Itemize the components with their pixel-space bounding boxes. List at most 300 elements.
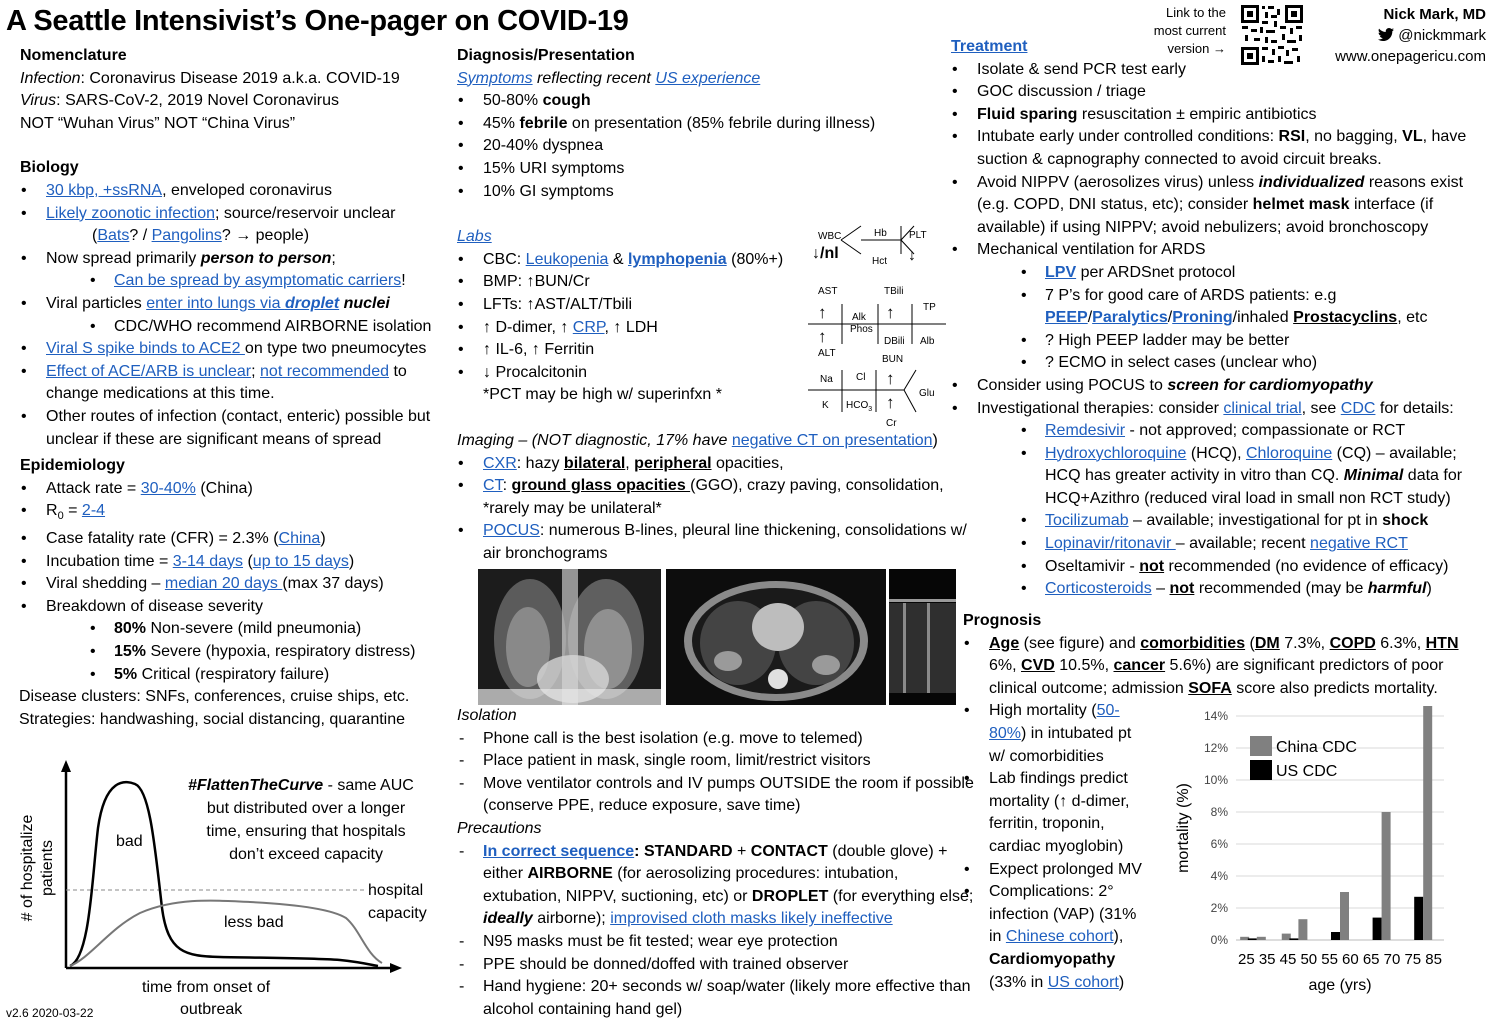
link-note-line: version → [1167,41,1226,56]
text: Phone call is the best isolation (e.g. move to telemed) [483,729,863,747]
isolation-list [457,728,977,818]
dbili-label: DBili [884,336,905,347]
value: : SARS-CoV-2, 2019 Novel Coronavirus [56,92,339,110]
text: (CQ) – available; HCQ has greater activity in vitro than CQ. [1045,444,1457,485]
text: Now spread primarily [46,249,201,267]
link[interactable]: Treatment [951,38,1028,55]
text: ( [92,227,98,245]
list-item [951,375,1496,398]
cl-label: Cl [856,372,866,383]
text: Investigational therapies: consider [977,399,1224,417]
text: cancer [1113,657,1166,675]
ast-label: AST [818,286,838,297]
text: Age [989,634,1020,652]
x-tick-label: 65 [1362,951,1380,968]
flatten-curve-desc-2: but distributed over a longer [206,800,406,817]
link[interactable]: 2-4 [81,502,106,520]
list-item [20,361,445,406]
link[interactable]: Bats [97,227,130,245]
text: DROPLET [751,887,829,905]
nomenclature-heading: Nomenclature [20,47,127,64]
flatten-curve-svg [10,758,450,1020]
text: recommended (may be [1194,580,1368,598]
text: CBC: [483,250,526,268]
glu-label: Glu [919,388,935,399]
text: 6.3%, [1375,634,1426,652]
link[interactable]: improvised cloth masks likely ineffective [610,910,893,928]
nomenclature-virus [20,90,445,113]
text: for details: [1375,399,1454,417]
text: ↑ IL-6, ↑ Ferritin [483,341,595,359]
list-item [951,398,1496,421]
text: ? → people) [221,227,310,245]
text: Incubation time = [46,552,173,570]
text: Move ventilator controls and IV pumps OUTSIDE the room if possible (conserve PPE, reduce exposure, save time) [483,774,974,815]
flatten-curve-desc-3: time, ensuring that hospitals [206,823,406,840]
capacity-label-1: hospital [368,882,424,899]
link[interactable]: enter into lungs via [146,294,285,312]
text: not [1139,557,1165,575]
text: DM [1254,634,1280,652]
text: BMP: ↑BUN/Cr [483,273,590,291]
text: Prostacyclins [1293,309,1398,327]
list-item [951,330,1496,353]
wbc-value: ↓/nl [812,245,839,262]
list-item [20,203,445,248]
biology-heading: Biology [20,159,79,177]
epidemiology-heading: Epidemiology [20,457,125,475]
chest-xray-image [478,569,661,705]
link[interactable]: negative RCT [1310,535,1408,553]
text: resuscitation ± empiric antibiotics [1077,105,1317,123]
bar-china-cdc [1257,937,1266,940]
list-item [951,420,1496,443]
list-item [963,859,1151,882]
text: Mechanical ventilation for ARDS [977,241,1206,259]
list-item [457,954,977,977]
link[interactable]: In correct sequence [483,842,635,860]
link[interactable]: Paralytics [1092,309,1168,327]
text: (GGO), crazy paving, consolidation, [690,477,944,495]
label: Infection [20,69,81,87]
biology-sublist [20,270,445,293]
text: Breakdown of disease severity [46,597,263,615]
list-item [20,180,445,203]
symptoms-list [457,90,977,203]
text: Cardiomyopathy [989,950,1116,968]
text: RSI [1278,128,1306,146]
list-item [951,262,1496,285]
text: individualized [1258,173,1365,191]
text: VL [1402,128,1423,146]
less-bad-label: less bad [224,914,284,931]
version-label: v2.6 2020-03-22 [6,1006,94,1020]
text: CONTACT [750,842,828,860]
text: ) [1426,580,1432,598]
text: Intubate early under controlled conditions: [977,128,1279,146]
text: 0 [57,510,64,523]
link[interactable]: US experience [655,69,761,87]
text: & [608,250,628,268]
list-item [457,841,977,931]
text: (80%+) [726,250,784,268]
link[interactable]: not recommended [260,362,389,380]
link[interactable]: CRP [572,318,605,336]
text: , have suction & capnography connected to avoid circuit breaks. [977,128,1467,168]
biology-list [20,180,445,270]
x-tick-label: 75 [1404,951,1422,968]
text: COPD [1329,634,1376,652]
link[interactable]: 30 kbp, +ssRNA [46,181,163,199]
list-item [951,533,1496,556]
text: + [732,842,751,860]
treatment-list [951,375,1496,420]
link[interactable]: CT [483,477,503,495]
text: – (NOT diagnostic, 17% have [513,431,732,449]
text: Expect prolonged MV [989,860,1142,878]
legend-swatch [1250,760,1272,780]
text: ) [932,431,938,449]
text: Isolate & send PCR test early [977,60,1186,78]
mortality-chart-svg [1168,706,1494,1006]
legend-label: US CDC [1276,763,1338,780]
text: Fluid sparing [977,105,1078,123]
plt-value: ↓ [908,247,916,264]
bar-china-cdc [1298,919,1307,940]
tbili-up-arrow: ↑ [886,303,895,322]
list-item [20,596,445,619]
text: CVD [1021,657,1055,675]
text: opacities, [711,454,784,472]
biology-list [20,338,445,451]
list-item [20,528,445,551]
x-tick-label: 45 [1279,951,1297,968]
link[interactable]: Viral S spike binds to ACE2 [46,340,245,358]
text: Lab findings predict mortality (↑ d-dimer, ferritin, troponin, cardiac myoglobin) [989,770,1130,855]
text: nuclei [339,294,390,312]
text: (see figure) and [1019,634,1141,652]
link[interactable]: China [278,530,321,548]
x-tick-label: 55 [1321,951,1338,968]
y-tick-label: 8% [1210,805,1228,819]
text: ), [1113,928,1124,946]
text: : hazy [516,454,564,472]
ventilation-sublist [951,262,1496,375]
link[interactable]: lymphopenia [627,250,727,268]
bar-china-cdc [1382,812,1391,940]
text: 5% [114,665,138,683]
text: 10% GI symptoms [483,182,614,200]
text: Oseltamivir - [1045,557,1140,575]
list-item [20,573,445,596]
y-tick-label: 6% [1210,837,1228,851]
hco3: HCO [846,400,869,411]
text: score also predicts mortality. [1231,679,1438,697]
link[interactable]: droplet [284,294,340,312]
biology-sublist [20,316,445,339]
list-item [457,931,977,954]
link[interactable]: Labs [457,228,492,246]
text: Case fatality rate (CFR) = 2.3% ( [46,530,279,548]
flatten-curve-desc-4: don’t exceed capacity [229,846,383,863]
text: , ↑ LDH [604,318,658,336]
column-left [20,45,445,731]
text: interface (if available) if using NIPPV; avoid nebulizers; avoid bronchoscopy [977,196,1434,236]
text: – available; recent [1175,535,1311,553]
list-item [20,316,445,339]
link[interactable]: CDC [1340,399,1376,417]
text: recommended (no evidence of efficacy) [1164,557,1449,575]
text: 7 P’s for good care of ARDS patients: e.g [1045,286,1337,304]
text: SOFA [1188,679,1232,697]
list-item [951,443,1496,511]
link[interactable]: Remdesivir [1045,422,1126,440]
text: PPE should be donned/doffed with trained observer [483,955,849,973]
text: 50-80% [483,92,543,110]
imaging-list [457,453,977,566]
text: Minimal [1343,467,1404,485]
isolation-section [457,705,977,1021]
link[interactable]: 30-40% [140,479,196,497]
link[interactable]: Tocilizumab [1045,512,1129,530]
bar-us-cdc [1248,938,1257,940]
na-label: Na [820,374,833,385]
hb-label: Hb [874,228,887,239]
bun-up-arrow: ↑ [886,369,895,388]
link[interactable]: 3-14 days [172,552,244,570]
text: reflecting recent [532,69,656,87]
text: data for HCQ+Azithro (reduced viral load in small non RCT study) [1045,467,1463,507]
text: Place patient in mask, single room, limit/restrict visitors [483,752,871,770]
text: ? / [129,227,152,245]
alb-label: Alb [920,336,935,347]
y-axis-label-2: patients [39,839,56,897]
text: CDC/WHO recommend AIRBORNE isolation [114,317,432,335]
symptoms-subheading [457,68,977,91]
hashtag: #FlattenTheCurve [188,777,324,794]
list-item [963,768,1151,858]
text: HTN [1425,634,1459,652]
list-item [20,338,445,361]
list-item [457,976,977,1021]
text: , etc [1397,309,1428,327]
list-item [457,158,977,181]
link[interactable]: LPV [1045,263,1077,281]
link[interactable]: Chinese cohort [1005,928,1114,946]
legend-swatch [1250,736,1272,756]
text: Avoid NIPPV (aerosolizes virus) unless [977,173,1259,191]
y-axis-label: mortality (%) [1175,783,1192,873]
page-title: A Seattle Intensivist’s One-pager on COVID-19 [6,5,629,37]
link[interactable]: US cohort [1047,973,1119,991]
x-axis-label: age (yrs) [1308,977,1372,994]
text: - not approved; compassionate or RCT [1125,422,1406,440]
list-item [951,126,1496,171]
text: Imaging [457,431,514,449]
text: , no bagging, [1305,128,1403,146]
y-tick-label: 10% [1203,773,1228,787]
link[interactable]: Chloroquine [1245,444,1333,462]
list-item [20,618,445,641]
text: helmet mask [1252,196,1350,214]
text: 20-40% dyspnea [483,137,604,155]
list-item [20,478,445,501]
link[interactable]: negative CT on presentation [731,431,933,449]
text: *PCT may be high w/ superinfxn * [483,386,722,404]
link[interactable]: PEEP [1045,309,1088,327]
link[interactable]: Corticosteroids [1045,580,1152,598]
list-item [20,551,445,574]
list-item [951,59,1496,82]
list-item [951,81,1496,104]
text: ! [401,272,406,290]
list-item [20,406,445,451]
flatten-curve-figure [10,758,450,1020]
text: 5.6%) are significant predictors of poor clinical outcome; admission [989,657,1444,697]
list-item [20,641,445,664]
text: to change medications at this time. [46,362,407,403]
text: reasons exist (e.g. COPD, DNI status, etc); consider [977,173,1464,214]
lab-fishbone [806,220,946,430]
treatment-heading [951,36,1496,59]
link[interactable]: Can be spread by asymptomatic carriers [114,272,402,290]
link[interactable]: CXR [483,454,517,472]
text: , [625,454,635,472]
text: : STANDARD [634,842,733,860]
prognosis-heading: Prognosis [963,612,1042,629]
text: 10.5%, [1054,657,1114,675]
y-tick-label: 0% [1210,933,1228,947]
text: = [63,502,82,520]
list-item [457,728,977,751]
text: / [1167,309,1173,327]
link-note-line: Link to the [1166,5,1226,20]
list-item [963,700,1151,768]
link[interactable]: 50-80% [989,702,1120,742]
text: Complications: 2° infection (VAP) (31% in [989,883,1137,946]
text: ( [1245,634,1255,652]
bar-us-cdc [1373,918,1382,940]
text: per ARDSnet protocol [1076,263,1236,281]
list-item [457,181,977,204]
text: Viral particles [46,294,147,312]
bar-us-cdc [1289,938,1298,940]
text: (for aerosolizing procedures: intubation, extubation, NIPPV, suctioning, etc) or [483,865,899,905]
k-label: K [822,400,829,411]
legend-label: China CDC [1276,739,1357,756]
bar-us-cdc [1331,932,1340,940]
text: ) [320,530,326,548]
link[interactable]: Proning [1172,309,1233,327]
list-item [20,248,445,271]
x-tick-label: 70 [1383,951,1401,968]
text: *rarely may be unilateral* [483,499,662,517]
x-tick-label: 60 [1342,951,1359,968]
link[interactable]: Pangolins [151,227,222,245]
link[interactable]: median 20 days [164,575,283,593]
list-item [963,881,1151,994]
text: (33% in [989,973,1048,991]
text: R [46,502,58,520]
list-item [951,510,1496,533]
x-axis-arrow [390,963,402,973]
list-item [457,773,977,818]
bar-us-cdc [1414,897,1423,940]
link[interactable]: up to 15 days [252,552,349,570]
text: peripheral [634,454,712,472]
prognosis-list [963,633,1483,701]
y-tick-label: 4% [1210,869,1228,883]
text: ? ECMO in select cases (unclear who) [1045,354,1318,372]
text: ideally [483,910,533,928]
website-link[interactable]: www.onepagericu.com [1335,48,1486,65]
x-tick-label: 50 [1300,951,1318,968]
text: screen for cardiomyopathy [1167,376,1373,394]
link[interactable]: Symptoms [457,69,533,87]
text: AIRBORNE [527,865,613,883]
list-item [951,352,1496,375]
text: (for everything else; [828,887,974,905]
wbc-label: WBC [818,231,842,242]
text: comorbidities [1140,634,1246,652]
list-item [457,475,977,520]
link[interactable]: clinical trial [1223,399,1302,417]
list-item [20,500,445,528]
text: Hand hygiene: 20+ seconds w/ soap/water (likely more effective than alcohol containing hand gel) [483,978,971,1018]
pocus-image [889,569,956,705]
text: : numerous B-lines, pleural line thickening, consolidations w/ air bronchograms [483,522,967,562]
epidemiology-list [20,478,445,619]
list-item [20,664,445,687]
text: ; source/reservoir unclear [214,204,396,222]
text: ( [243,552,253,570]
x-tick-label: 35 [1258,951,1276,968]
text: : [502,477,512,495]
text: 6%, [989,657,1022,675]
phos-label: Phos [850,324,873,335]
treatment-list [951,59,1496,262]
therapies-sublist [951,420,1496,601]
text: /inhaled [1232,309,1294,327]
link[interactable]: Lopinavir/ritonavir [1045,535,1176,553]
text: ground glass opacities [511,477,691,495]
bun-label: BUN [882,354,904,365]
text: ) [348,552,355,570]
text: on presentation (85% febrile during illness) [567,114,876,132]
text: ) [1118,973,1125,991]
text: febrile [519,114,568,132]
precautions-heading: Precautions [457,819,542,837]
text: Non-severe (mild pneumonia) [146,620,362,638]
plt-label: PLT [909,230,927,241]
link[interactable]: Hydroxychloroquine [1045,444,1187,462]
tp-label: TP [923,302,936,313]
link[interactable]: POCUS [483,522,540,540]
x-tick-label: 25 [1238,951,1255,968]
link[interactable]: Effect of ACE/ARB is unclear [46,362,252,380]
biology-list [20,293,445,316]
precautions-list [457,841,977,1022]
desc: - same AUC [323,777,414,794]
text: Other routes of infection (contact, enteric) possible but unclear if these are significant means of spread [46,407,431,448]
list-item [457,453,977,476]
y-tick-label: 12% [1203,741,1228,755]
alt-up-arrow: ↑ [818,327,827,346]
link[interactable]: Likely zoonotic infection [46,204,215,222]
text: not [1169,580,1195,598]
list-item [951,104,1496,127]
link[interactable]: Leukopenia [525,250,609,268]
